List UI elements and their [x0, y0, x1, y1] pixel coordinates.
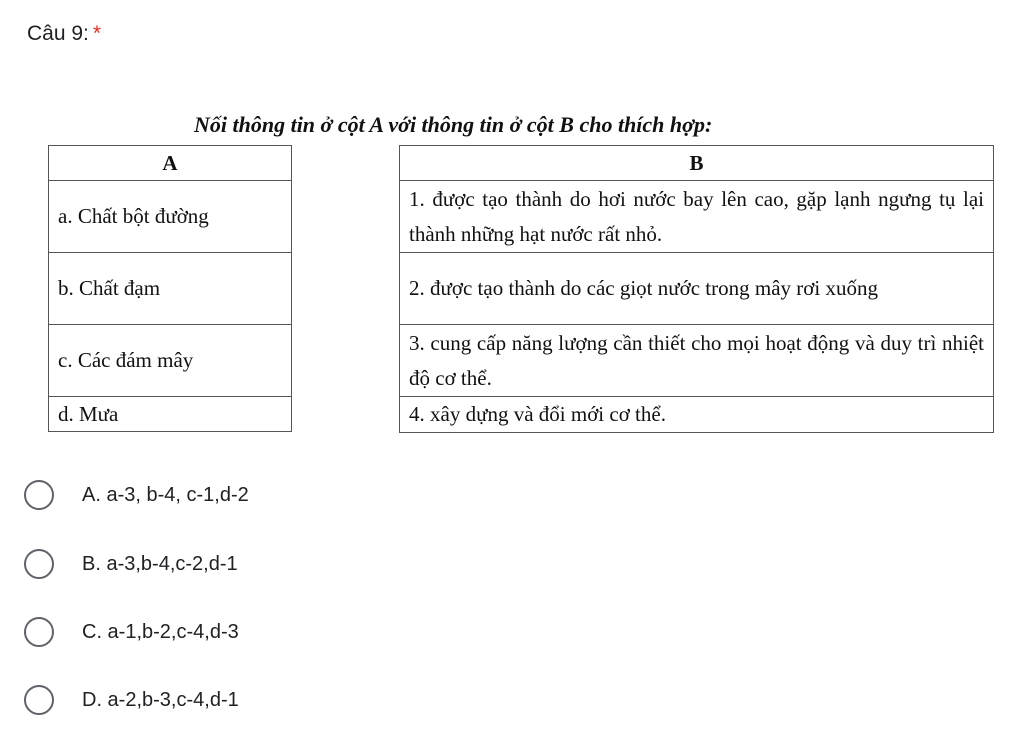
- column-b-table: [399, 145, 994, 433]
- column-a-item: b. Chất đạm: [49, 253, 292, 325]
- column-b-item: 2. được tạo thành do các giọt nước trong mây rơi xuống: [400, 253, 994, 325]
- column-b-item: 1. được tạo thành do hơi nước bay lên cao, gặp lạnh ngưng tụ lại thành những hạt nước rất nhỏ.: [400, 181, 994, 253]
- option-b[interactable]: [24, 549, 238, 579]
- option-d[interactable]: [24, 685, 239, 715]
- question-image: [0, 100, 1024, 445]
- option-label[interactable]: C. a-1,b-2,c-4,d-3: [82, 620, 239, 643]
- column-b-item: 3. cung cấp năng lượng cần thiết cho mọi hoạt động và duy trì nhiệt độ cơ thể.: [400, 325, 994, 397]
- radio-button-icon[interactable]: [24, 480, 54, 510]
- option-a[interactable]: [24, 480, 249, 510]
- radio-button-icon[interactable]: [24, 549, 54, 579]
- option-label[interactable]: D. a-2,b-3,c-4,d-1: [82, 688, 239, 711]
- question-title-text: Câu 9:: [27, 22, 89, 45]
- column-a-table: [48, 145, 292, 432]
- required-asterisk: *: [92, 22, 102, 45]
- question-title: [27, 22, 101, 46]
- option-label[interactable]: B. a-3,b-4,c-2,d-1: [82, 552, 238, 575]
- radio-button-icon[interactable]: [24, 685, 54, 715]
- option-label[interactable]: A. a-3, b-4, c-1,d-2: [82, 483, 249, 506]
- column-b-item: 4. xây dựng và đổi mới cơ thể.: [400, 397, 994, 433]
- column-a-item: a. Chất bột đường: [49, 181, 292, 253]
- option-c[interactable]: [24, 617, 239, 647]
- column-a-header: A: [49, 146, 292, 181]
- radio-button-icon[interactable]: [24, 617, 54, 647]
- column-b-header: B: [400, 146, 994, 181]
- column-a-item: c. Các đám mây: [49, 325, 292, 397]
- instruction-text: Nối thông tin ở cột A với thông tin ở cột B cho thích hợp:: [194, 112, 713, 137]
- column-a-item: d. Mưa: [49, 397, 292, 432]
